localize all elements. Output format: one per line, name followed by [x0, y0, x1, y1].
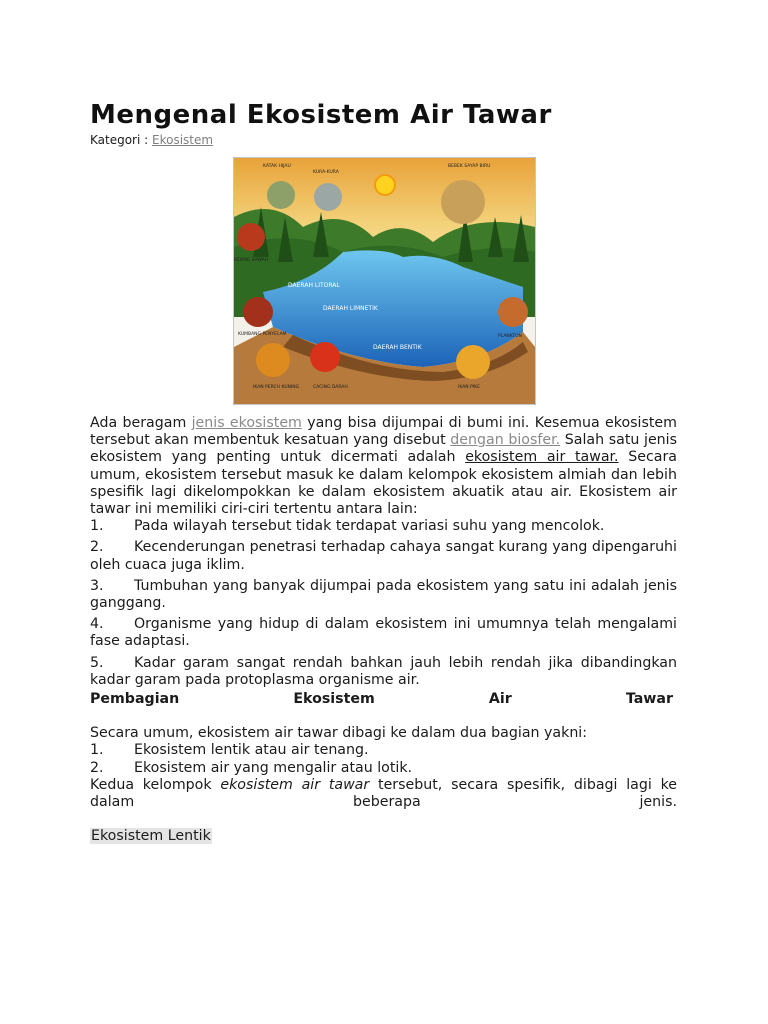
ikan-perch-badge [256, 343, 290, 377]
keong-badge [237, 223, 265, 251]
article-body [90, 415, 677, 845]
bebek-badge [441, 180, 485, 224]
kura-badge [314, 183, 342, 211]
list-item: 1. Pada wilayah tersebut tidak terdapat variasi suhu yang mencolok. [90, 518, 605, 535]
page-title: Mengenal Ekosistem Air Tawar [90, 100, 552, 130]
kumbang-label: KUMBANG PENYELAM [238, 332, 287, 337]
ikan-perch-label: IKAN PERCH KUNING [253, 385, 300, 390]
list-item: 3. Tumbuhan yang banyak dijumpai pada ekosistem yang satu ini adalah jenis ganggang. [90, 577, 677, 612]
category-line [90, 133, 213, 147]
traits-list [90, 518, 677, 689]
list-item: 1. Ekosistem lentik atau air tenang. [90, 742, 369, 759]
list-item: 2. Kecenderungan penetrasi terhadap cahaya sangat kurang yang dipengaruhi oleh cuaca juga iklim. [90, 539, 677, 573]
divisions-list [90, 742, 677, 776]
litoral-label: DAERAH LITORAL [288, 282, 340, 289]
bentik-label: DAERAH BENTIK [373, 344, 422, 351]
cacing-label: CACING DARAH [313, 385, 348, 390]
ecosystem-illustration [233, 157, 536, 405]
category-label: Kategori : [90, 133, 149, 147]
section-heading: Pembagian Ekosistem Air Tawar [90, 691, 673, 708]
subheading-lentik: Ekosistem Lentik [91, 828, 211, 845]
division-intro: Secara umum, ekosistem air tawar dibagi ke dalam dua bagian yakni: [90, 725, 588, 742]
kumbang-badge [243, 297, 273, 327]
category-link[interactable]: Ekosistem [152, 133, 214, 147]
link-ekosistem-air-tawar[interactable]: ekosistem air tawar. [465, 449, 619, 466]
intro-paragraph: Ada beragam jenis ekosistem yang bisa dijumpai di bumi ini. Kesemua ekosistem tersebut akan membentuk kesatuan yang disebut dengan biosfer. Salah satu jenis ekosistem yang penting untuk dicermati adalah ekosistem air tawar. Secara umum, ekosistem tersebut masuk ke dalam kelompok ekosistem almiah dan lebih spesifik lagi dikelompokkan ke dalam ekosistem akuatik atau air. Ekosistem air tawar ini memiliki ciri-ciri tertentu antara lain: [90, 415, 678, 518]
kura-label: KURA-KURA [313, 170, 339, 175]
katak-label: KATAK HIJAU [263, 164, 291, 169]
sun-icon [375, 175, 395, 195]
plankton-badge [498, 297, 528, 327]
link-biosfer[interactable]: dengan biosfer. [450, 432, 561, 449]
limnetik-label: DAERAH LIMNETIK [323, 305, 378, 312]
link-jenis-ekosistem[interactable]: jenis ekosistem [191, 415, 302, 431]
keong-label: KEONG SAWAH [234, 258, 269, 263]
ikan-pike-badge [456, 345, 490, 379]
katak-badge [267, 181, 295, 209]
ikan-pike-label: IKAN PIKE [458, 385, 480, 390]
bebek-label: BEBEK SAYAP BIRU [448, 164, 491, 169]
list-item: 5. Kadar garam sangat rendah bahkan jauh lebih rendah jika dibandingkan kadar garam pada protoplasma organisme air. [90, 654, 677, 688]
list-item: 4. Organisme yang hidup di dalam ekosistem ini umumnya telah mengalami fase adaptasi. [90, 616, 677, 650]
cacing-badge [310, 342, 340, 372]
closing-paragraph: Kedua kelompok ekosistem air tawar tersebut, secara spesifik, dibagi lagi ke dalam beberapa jenis. [90, 776, 678, 811]
plankton-label: PLANKTON [498, 334, 523, 339]
list-item: 2. Ekosistem air yang mengalir atau lotik. [90, 759, 413, 776]
